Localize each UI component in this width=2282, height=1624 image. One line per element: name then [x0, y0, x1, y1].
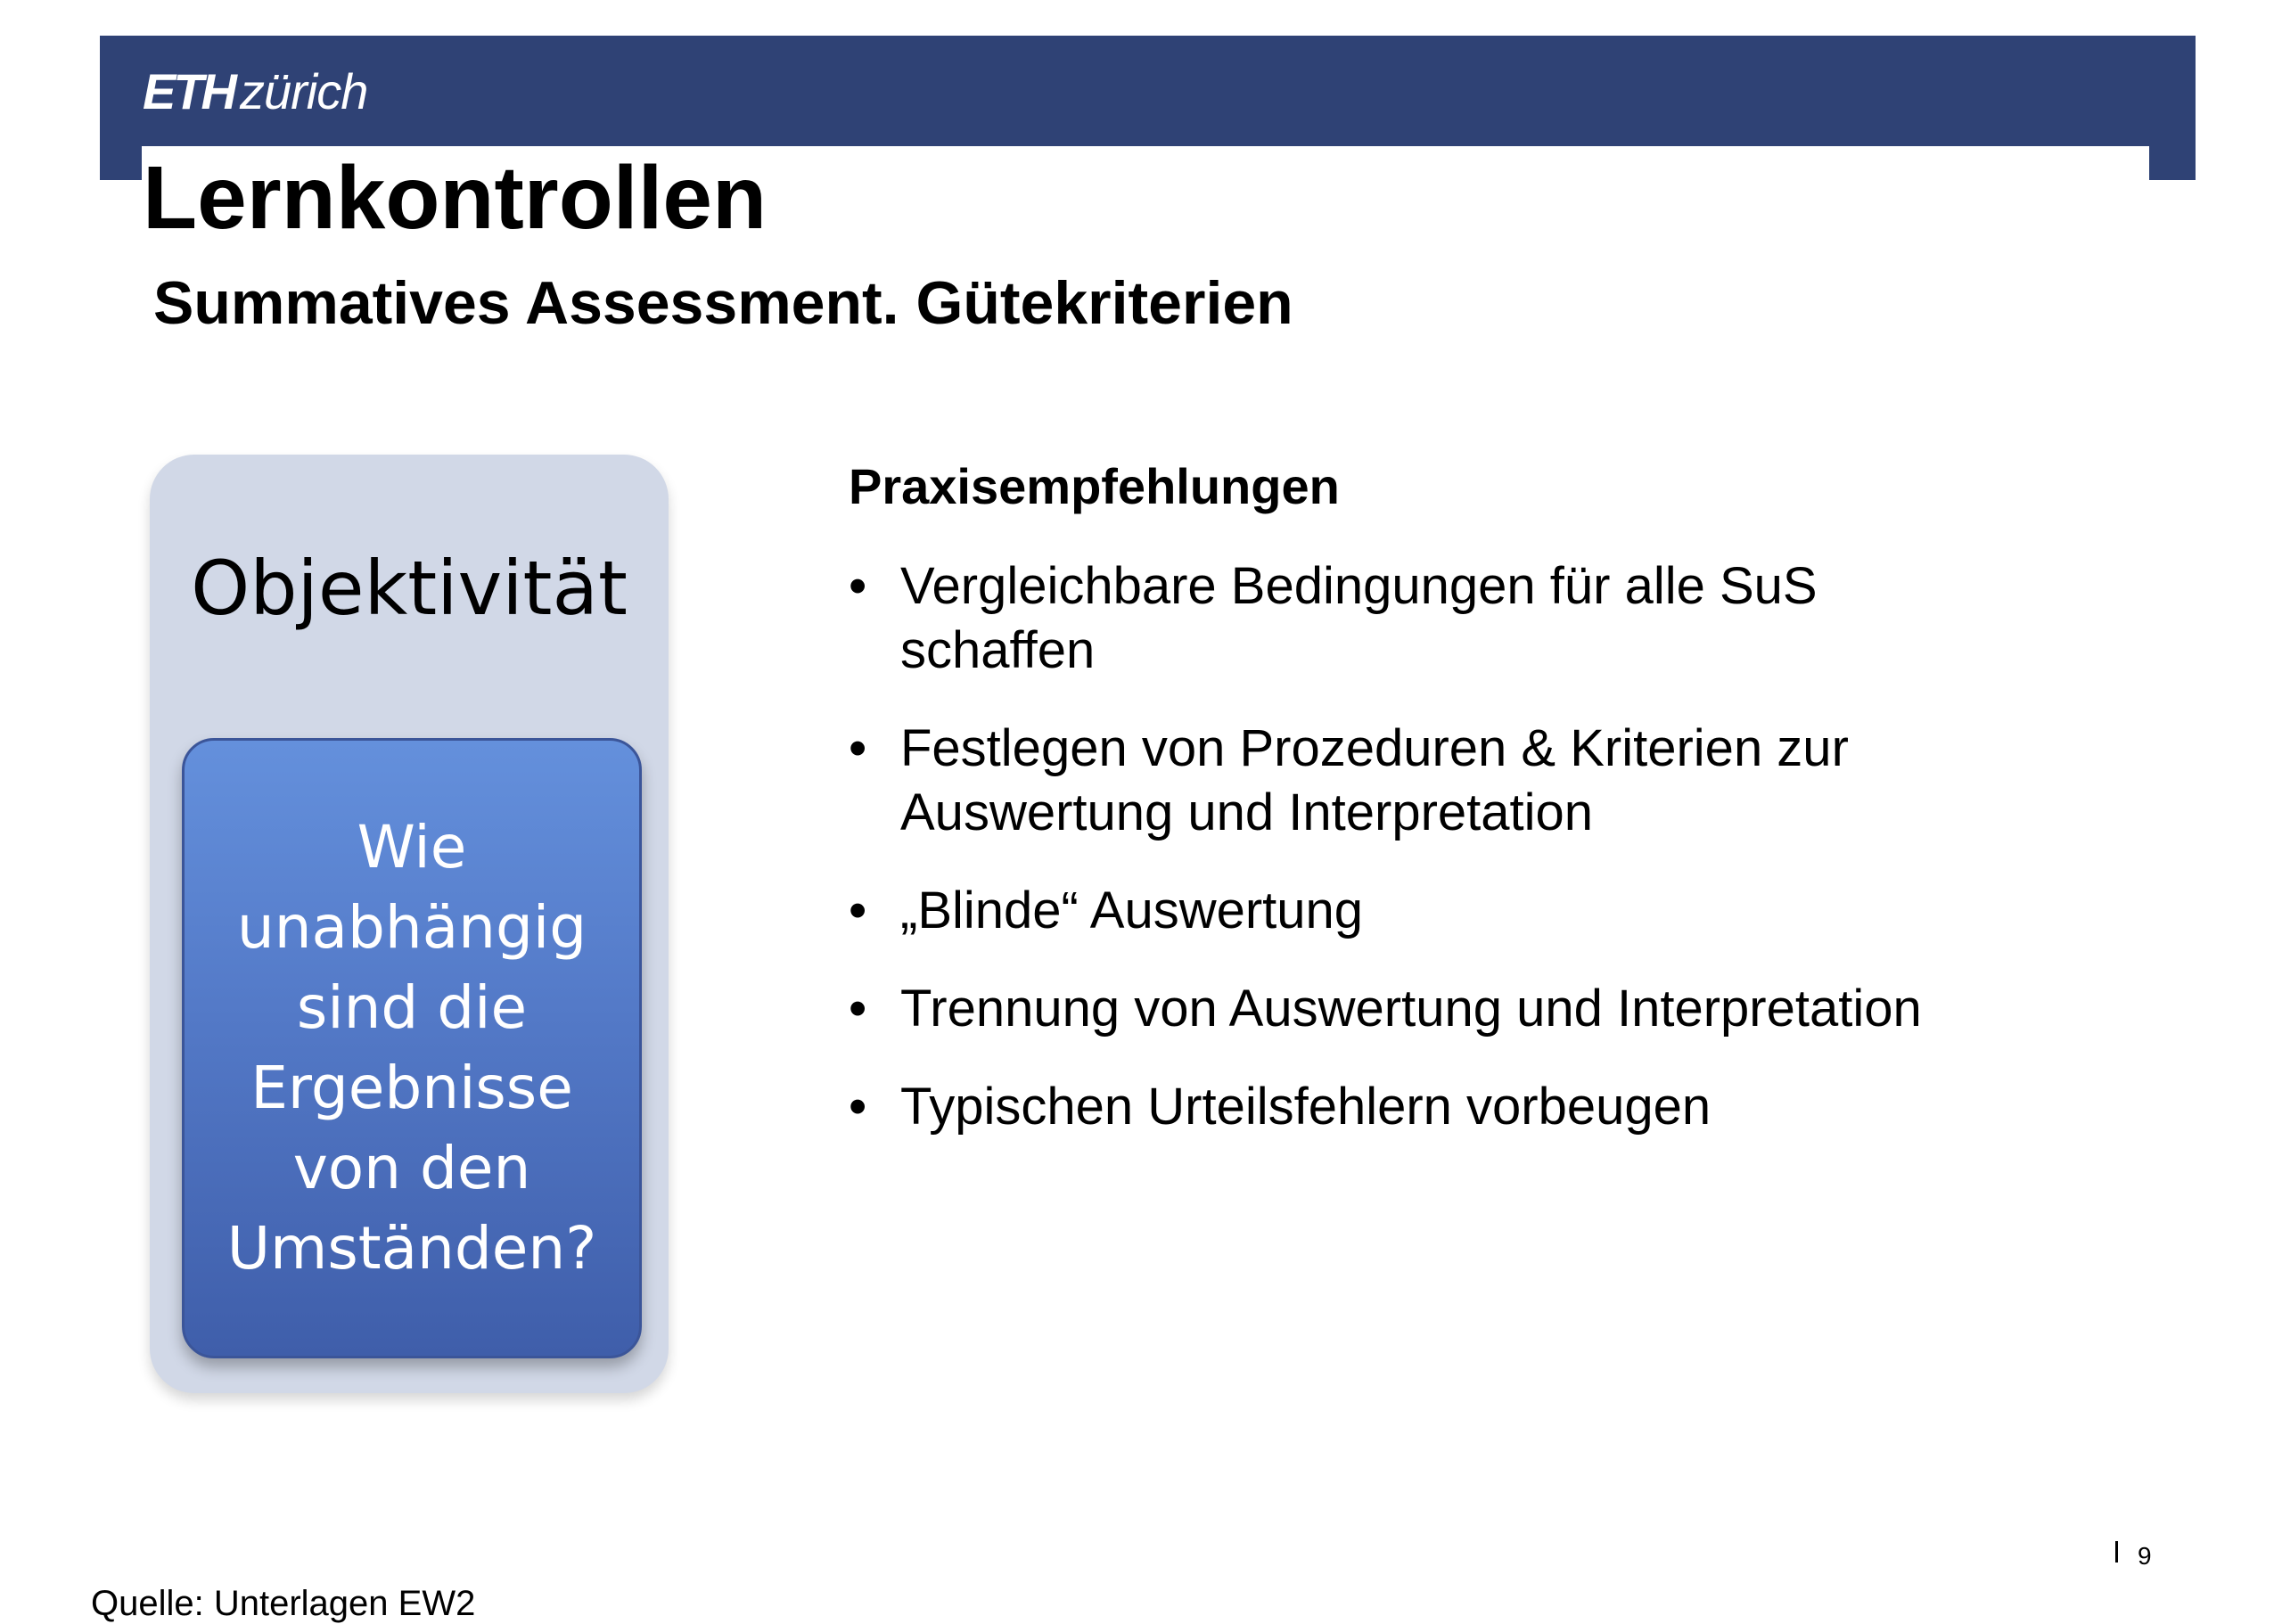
bullet-icon: •	[849, 980, 867, 1038]
question-line: unabhängig	[236, 893, 587, 962]
list-item-text: Festlegen von Prozeduren & Kriterien zur	[900, 719, 1849, 777]
page-number-separator	[2115, 1541, 2118, 1562]
bullet-icon: •	[849, 719, 867, 777]
source-note: Quelle: Unterlagen EW2	[91, 1584, 476, 1623]
bullet-icon: •	[849, 882, 867, 939]
question-line: Wie	[357, 813, 467, 882]
question-line: Umständen?	[226, 1214, 597, 1283]
bullet-icon: •	[849, 557, 867, 615]
objectivity-heading: Objektivität	[191, 545, 628, 632]
list-item-text: „Blinde“ Auswertung	[900, 882, 1364, 939]
eth-zurich-logo	[143, 62, 367, 120]
objectivity-card	[150, 455, 669, 1393]
list-item	[849, 1075, 2186, 1139]
logo-eth: ETH	[143, 63, 234, 119]
question-line: sind die	[296, 973, 528, 1042]
slide-subtitle: Summatives Assessment. Gütekriterien	[153, 269, 1293, 337]
recommendations-list	[849, 554, 2186, 1173]
list-item-text: schaffen	[900, 621, 1096, 679]
question-line: Ergebnisse	[250, 1054, 573, 1122]
bullet-icon: •	[849, 1078, 867, 1136]
question-box	[182, 738, 642, 1358]
slide-title: Lernkontrollen	[143, 148, 768, 248]
list-item	[849, 879, 2186, 943]
list-item	[849, 554, 2186, 683]
logo-zurich: zürich	[240, 63, 368, 119]
list-item	[849, 977, 2186, 1041]
list-item-text: Auswertung und Interpretation	[900, 783, 1594, 841]
recommendations-heading: Praxisempfehlungen	[849, 458, 1340, 514]
list-item-text: Trennung von Auswertung und Interpretation	[900, 980, 1922, 1038]
question-line: von den	[292, 1134, 531, 1202]
question-text	[202, 808, 621, 1289]
page-number: 9	[2138, 1542, 2152, 1570]
list-item-text: Vergleichbare Bedingungen für alle SuS	[900, 557, 1818, 615]
list-item-text: Typischen Urteilsfehlern vorbeugen	[900, 1078, 1712, 1136]
list-item	[849, 717, 2186, 845]
